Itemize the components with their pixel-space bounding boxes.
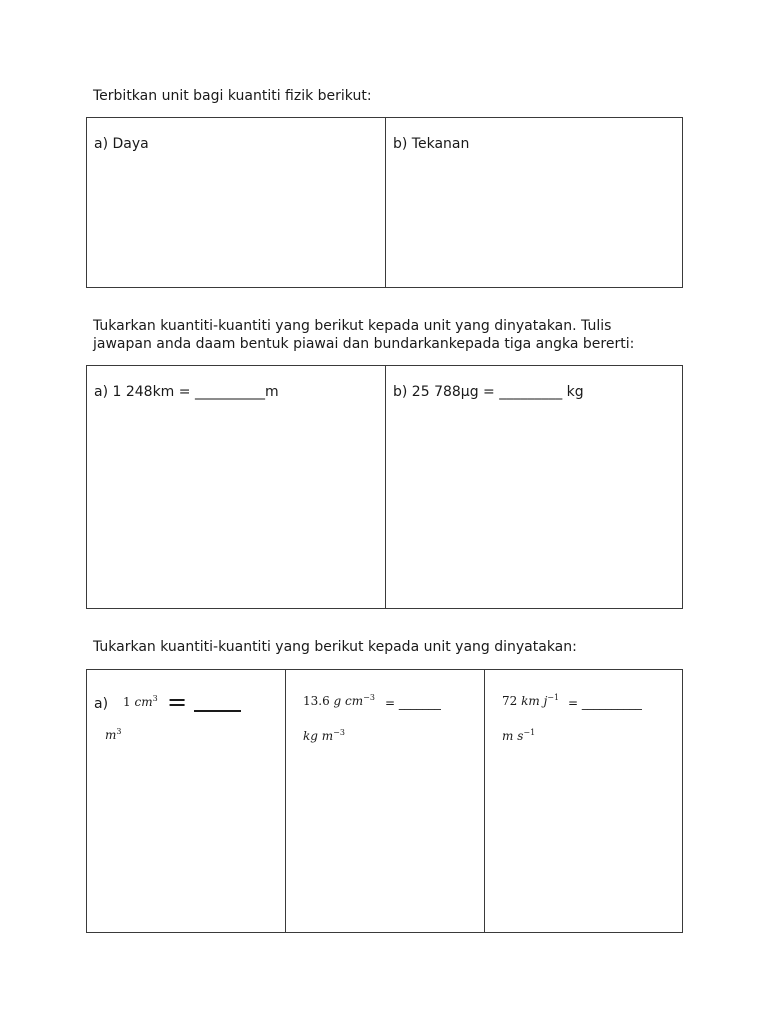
equals-blank: = __________ [568,696,642,710]
table-cell [485,670,682,932]
answer-blank [194,710,241,712]
target-unit: m $s^{-1}$ [502,728,536,743]
question-3-table [86,669,683,933]
question-2-prompt: Tukarkan kuantiti-kuantiti yang berikut kepada unit yang dinyatakan. Tulis jawapan anda daam bentuk piawai dan bundarkankepada tiga angka bererti: [93,318,635,352]
quantity-expression [502,691,559,708]
unit-power: 3 [152,694,158,703]
table-cell [386,118,682,287]
cell-label: a) 1 248km = __________m [94,384,279,400]
unit-power: −3 [363,693,375,702]
cell-label: b) 25 788µg = _________ kg [393,384,584,400]
quantity-number: 72 [502,694,518,708]
equals-blank: = _______ [385,696,441,710]
quantity-unit: km j [521,694,548,708]
equals-sign: = [167,688,188,716]
cell-label: b) Tekanan [393,136,470,152]
table-cell [386,366,682,608]
target-power: −3 [333,728,345,737]
quantity-unit: g cm [333,694,364,708]
question-2-table [86,365,683,609]
table-cell [87,118,386,287]
quantity-expression [123,692,158,709]
target-unit: kg $m^{-3}$ [303,728,345,743]
table-cell [286,670,485,932]
target-unit: $m^3$ [105,727,122,742]
target-power: 3 [116,727,122,736]
question-3-prompt: Tukarkan kuantiti-kuantiti yang berikut kepada unit yang dinyatakan: [93,639,577,655]
question-1-table [86,117,683,288]
cell-label: a) [94,696,109,712]
unit-power: −1 [547,693,560,702]
target-power: −1 [523,728,536,737]
table-cell [87,670,286,932]
cell-label: a) Daya [94,136,149,152]
table-cell [87,366,386,608]
quantity-number: 1 [123,695,131,709]
quantity-expression [303,691,375,708]
question-1-prompt: Terbitkan unit bagi kuantiti fizik berikut: [93,88,372,104]
quantity-unit: cm [134,695,153,709]
quantity-number: 13.6 [303,694,330,708]
